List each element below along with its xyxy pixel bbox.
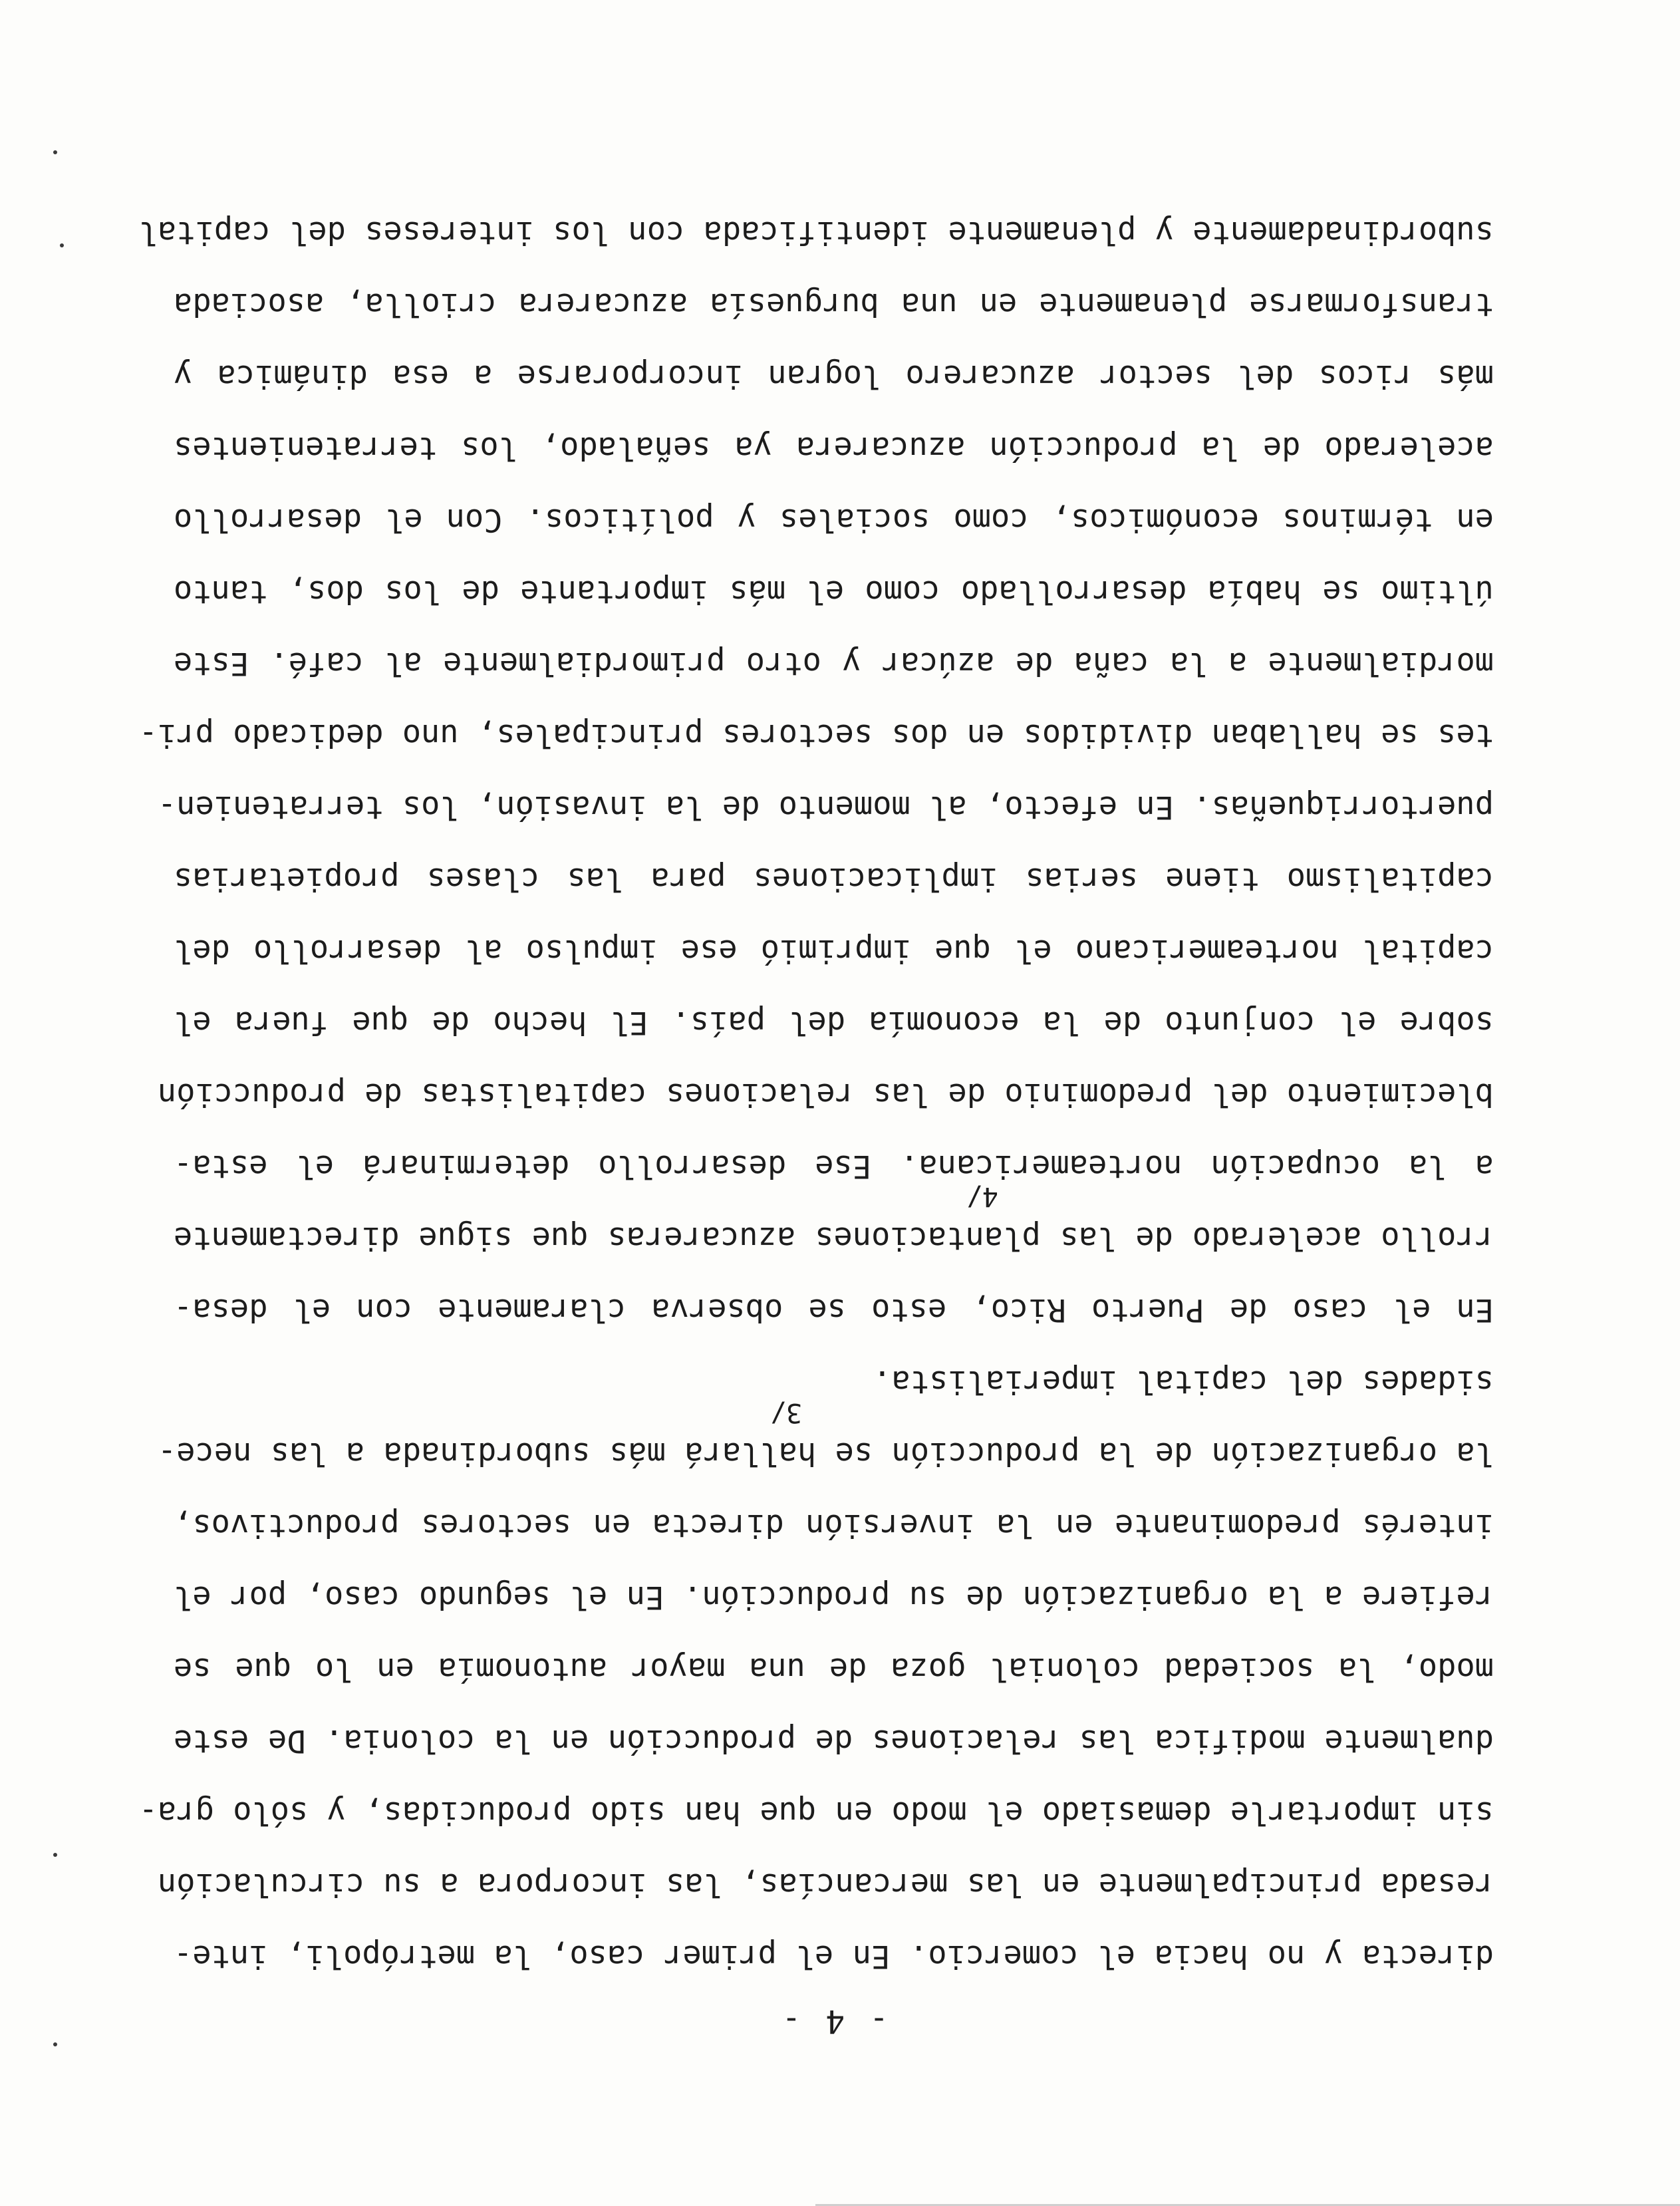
text-line: modo, la sociedad colonial goza de una mayor autonomía en lo que se: [174, 1651, 1494, 1687]
text-line: rrollo acelerado de las plantaciones azucareras que sigue directamente: [174, 1220, 1494, 1256]
text-line: En el caso de Puerto Rico, esto se observa claramente con el desa-: [174, 1292, 1494, 1328]
text-line: subordinadamente y plenamente identificada con los intereses del capital: [138, 214, 1494, 251]
footnote-reference-3: 3/: [770, 1397, 802, 1428]
text-line: dualmente modifica las relaciones de producción en la colonia. De este: [174, 1723, 1494, 1759]
text-line: sidades del capital imperialista.: [873, 1363, 1494, 1400]
punch-mark: [53, 1853, 57, 1857]
text-line: capitalismo tiene serias implicaciones para las clases propietarias: [174, 861, 1494, 897]
text-line: la organización de la producción se hallará más subordinada a las nece-: [157, 1435, 1494, 1472]
text-line: refiere a la organización de su producción. En el segundo caso, por el: [174, 1579, 1494, 1615]
text-line: en términos económicos, como sociales y políticos. Con el desarrollo: [174, 501, 1494, 538]
text-line: último se había desarrollado como el más importante de los dos, tanto: [174, 573, 1494, 610]
footnote-reference-4: 4/: [966, 1181, 998, 1212]
text-line: a la ocupación norteamericana. Ese desarrollo determinará el esta-: [174, 1148, 1494, 1184]
text-line: puertorriqueñas. En efecto, al momento de la invasión, los terratenien-: [157, 789, 1494, 825]
punch-mark: [60, 243, 64, 247]
text-line: sin importarle demasiado el modo en que han sido producidas, y sólo gra-: [138, 1794, 1494, 1831]
text-line: mordialmente a la caña de azúcar y otro primordialmente al café. Este: [174, 645, 1494, 682]
text-line: sobre el conjunto de la economía del país. El hecho de que fuera el: [174, 1004, 1494, 1041]
punch-mark: [53, 2042, 57, 2046]
text-line: más ricos del sector azucarero logran incorporarse a esa dinámica y: [174, 358, 1494, 394]
page-number: - 4 -: [779, 2002, 889, 2040]
text-line: resada principalmente en las mercancías, las incorpora a su circulación: [157, 1866, 1494, 1903]
text-line: capital norteamericano el que imprimió ese impulso al desarrollo del: [174, 932, 1494, 969]
text-line: acelerado de la producción azucarera ya señalado, los terratenientes: [174, 430, 1494, 466]
text-line: transformarse plenamente en una burguesía azucarera criolla, asociada: [174, 286, 1494, 323]
text-line: interés predominante en la inversión directa en sectores productivos,: [174, 1507, 1494, 1544]
text-line: tes se hallaban divididos en dos sectores principales, uno dedicado pri-: [138, 717, 1494, 754]
text-line: directa y no hacia el comercio. En el primer caso, la metrópoli, inte-: [174, 1938, 1494, 1975]
text-line: blecimiento del predominio de las relaciones capitalistas de producción: [157, 1076, 1494, 1113]
body-paragraphs: [138, 196, 1494, 1992]
punch-mark: [53, 150, 57, 154]
